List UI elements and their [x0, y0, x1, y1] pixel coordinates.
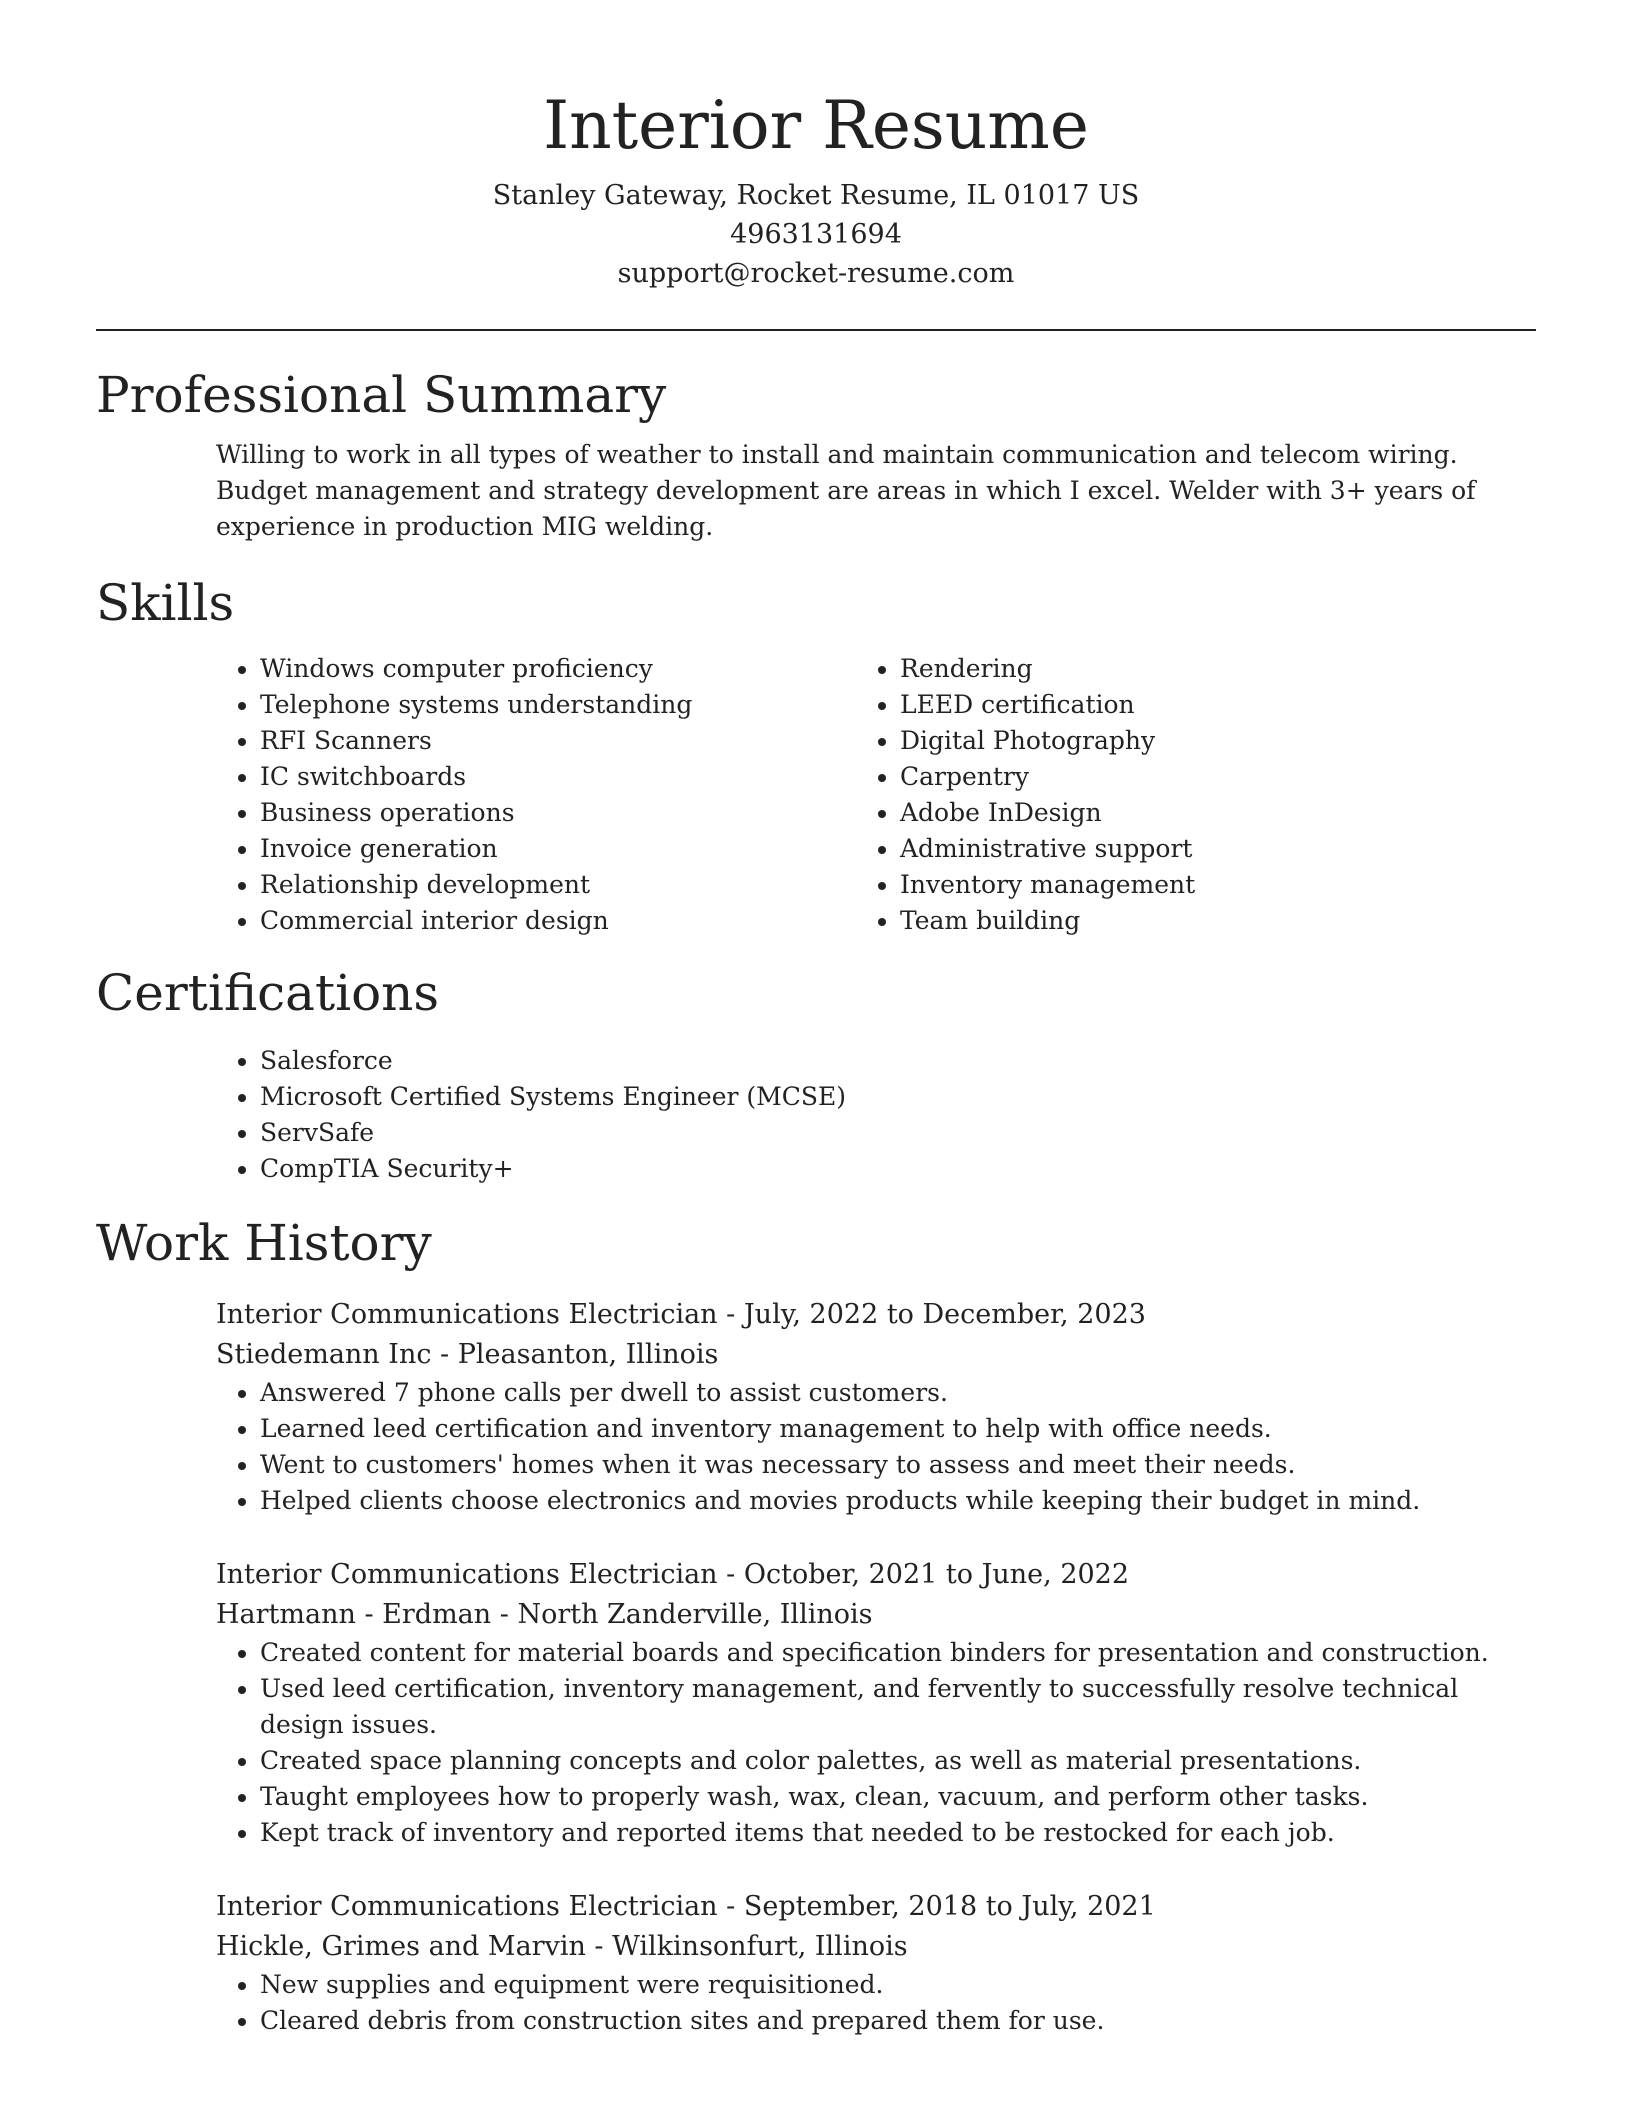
contact-address: Stanley Gateway, Rocket Resume, IL 01017 US [492, 180, 1140, 211]
certifications-section [96, 963, 1536, 1187]
skill-item: • Invoice generation [260, 831, 856, 867]
skill-item: • IC switchboards [260, 759, 856, 795]
skill-item: • Adobe InDesign [900, 795, 1496, 831]
work-history-heading: Work History [96, 1214, 432, 1272]
job-bullet: • Created content for material boards and specification binders for presentation and construction. [260, 1635, 1496, 1671]
skill-item: • Team building [900, 903, 1496, 939]
contact-phone: 4963131694 [730, 219, 902, 250]
work-history-section [96, 1213, 1536, 2039]
skills-column-left [216, 651, 856, 939]
job-bullet: • Cleared debris from construction sites and prepared them for use. [260, 2003, 1496, 2039]
job-title-dates: Interior Communications Electrician - July, 2022 to December, 2023 [216, 1299, 1146, 1330]
skill-item: • Windows computer proficiency [260, 651, 856, 687]
job-title-dates: Interior Communications Electrician - September, 2018 to July, 2021 [216, 1891, 1156, 1922]
skill-item: • RFI Scanners [260, 723, 856, 759]
job-entry [216, 1887, 1496, 2039]
skill-item: • Commercial interior design [260, 903, 856, 939]
summary-section [96, 365, 1536, 545]
certifications-heading: Certifications [96, 964, 440, 1022]
skills-heading: Skills [96, 574, 235, 632]
skill-item: • Administrative support [900, 831, 1496, 867]
skill-item: • Rendering [900, 651, 1496, 687]
skill-item: • Relationship development [260, 867, 856, 903]
job-title-dates: Interior Communications Electrician - October, 2021 to June, 2022 [216, 1559, 1130, 1590]
certification-item: • ServSafe [260, 1115, 1496, 1151]
job-bullet: • New supplies and equipment were requisitioned. [260, 1967, 1496, 2003]
certification-item: • Salesforce [260, 1043, 1496, 1079]
certification-item: • Microsoft Certified Systems Engineer (MCSE) [260, 1079, 1496, 1115]
summary-text: Willing to work in all types of weather to install and maintain communication and telecom wiring. Budget management and strategy development are areas in which I excel. Welder with 3+ years of experience in production MIG welding. [216, 440, 1476, 541]
skills-section [96, 573, 1536, 939]
job-entry [216, 1555, 1496, 1851]
job-bullet: • Helped clients choose electronics and movies products while keeping their budget in mind. [260, 1483, 1496, 1519]
resume-header [96, 0, 1536, 293]
job-bullet: • Learned leed certification and inventory management to help with office needs. [260, 1411, 1496, 1447]
contact-info [96, 176, 1536, 293]
job-bullet: • Kept track of inventory and reported items that needed to be restocked for each job. [260, 1815, 1496, 1851]
job-entry [216, 1295, 1496, 1519]
contact-email: support@rocket-resume.com [617, 258, 1015, 289]
job-bullet: • Went to customers' homes when it was necessary to assess and meet their needs. [260, 1447, 1496, 1483]
skill-item: • Digital Photography [900, 723, 1496, 759]
skill-item: • Telephone systems understanding [260, 687, 856, 723]
skills-columns [216, 651, 1496, 939]
job-company-location: Stiedemann Inc - Pleasanton, Illinois [216, 1339, 719, 1370]
resume-name: Interior Resume [543, 87, 1089, 164]
job-bullet: • Answered 7 phone calls per dwell to assist customers. [260, 1375, 1496, 1411]
skills-column-right [856, 651, 1496, 939]
header-divider [96, 329, 1536, 331]
skill-item: • LEED certification [900, 687, 1496, 723]
certification-item: • CompTIA Security+ [260, 1151, 1496, 1187]
resume-page [96, 0, 1536, 2039]
job-bullet: • Created space planning concepts and color palettes, as well as material presentations. [260, 1743, 1496, 1779]
job-company-location: Hickle, Grimes and Marvin - Wilkinsonfurt, Illinois [216, 1931, 908, 1962]
summary-heading: Professional Summary [96, 366, 667, 424]
skill-item: • Inventory management [900, 867, 1496, 903]
job-company-location: Hartmann - Erdman - North Zanderville, Illinois [216, 1599, 873, 1630]
skill-item: • Carpentry [900, 759, 1496, 795]
skill-item: • Business operations [260, 795, 856, 831]
job-bullet: • Taught employees how to properly wash, wax, clean, vacuum, and perform other tasks. [260, 1779, 1496, 1815]
job-bullet: • Used leed certification, inventory management, and fervently to successfully resolve technical design issues. [260, 1671, 1496, 1743]
